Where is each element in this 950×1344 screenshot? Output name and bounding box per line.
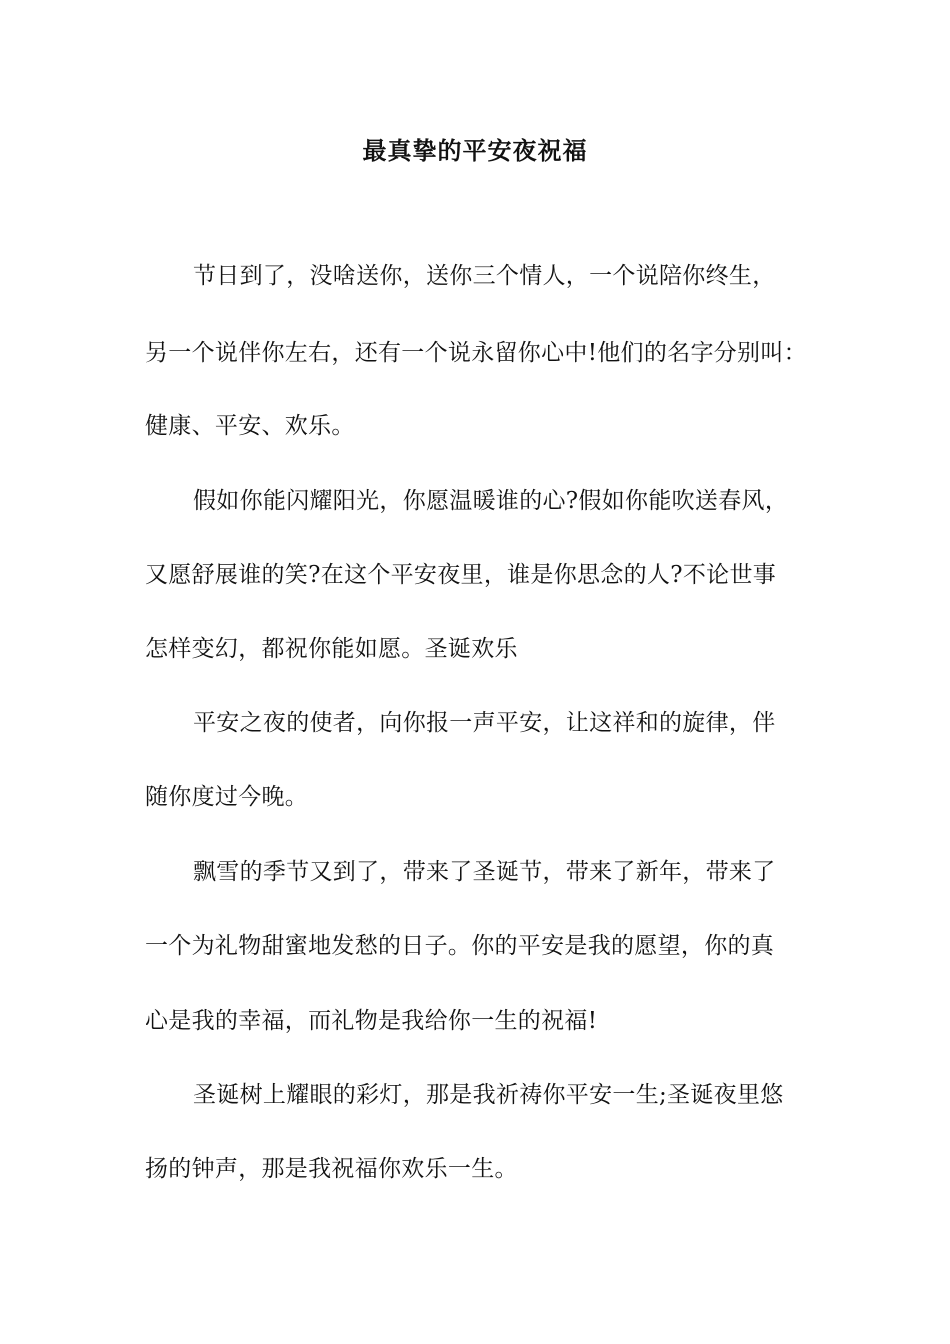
paragraph-2-line-1: 假如你能闪耀阳光，你愿温暖谁的心?假如你能吹送春风，	[193, 488, 789, 514]
paragraph-1-line-3: 健康、平安、欢乐。	[145, 413, 355, 439]
paragraph-2-line-3: 怎样变幻，都祝你能如愿。圣诞欢乐	[145, 636, 518, 662]
paragraph-4-line-3: 心是我的幸福，而礼物是我给你一生的祝福!	[145, 1008, 598, 1034]
paragraph-1-line-2: 另一个说伴你左右，还有一个说永留你心中!他们的名字分别叫：	[145, 340, 807, 366]
paragraph-2-line-2: 又愿舒展谁的笑?在这个平安夜里，谁是你思念的人?不论世事	[145, 562, 777, 588]
paragraph-3-line-2: 随你度过今晚。	[145, 784, 309, 810]
paragraph-1-line-1: 节日到了，没啥送你，送你三个情人，一个说陪你终生，	[193, 263, 776, 289]
paragraph-3-line-1: 平安之夜的使者，向你报一声平安，让这祥和的旋律，伴	[193, 710, 776, 736]
paragraph-4-line-1: 飘雪的季节又到了，带来了圣诞节，带来了新年，带来了	[193, 859, 776, 885]
paragraph-4-line-2: 一个为礼物甜蜜地发愁的日子。你的平安是我的愿望，你的真	[145, 933, 775, 959]
paragraph-5-line-2: 扬的钟声，那是我祝福你欢乐一生。	[145, 1156, 518, 1182]
paragraph-5-line-1: 圣诞树上耀眼的彩灯，那是我祈祷你平安一生;圣诞夜里悠	[193, 1082, 784, 1108]
document-title: 最真挚的平安夜祝福	[362, 136, 588, 165]
